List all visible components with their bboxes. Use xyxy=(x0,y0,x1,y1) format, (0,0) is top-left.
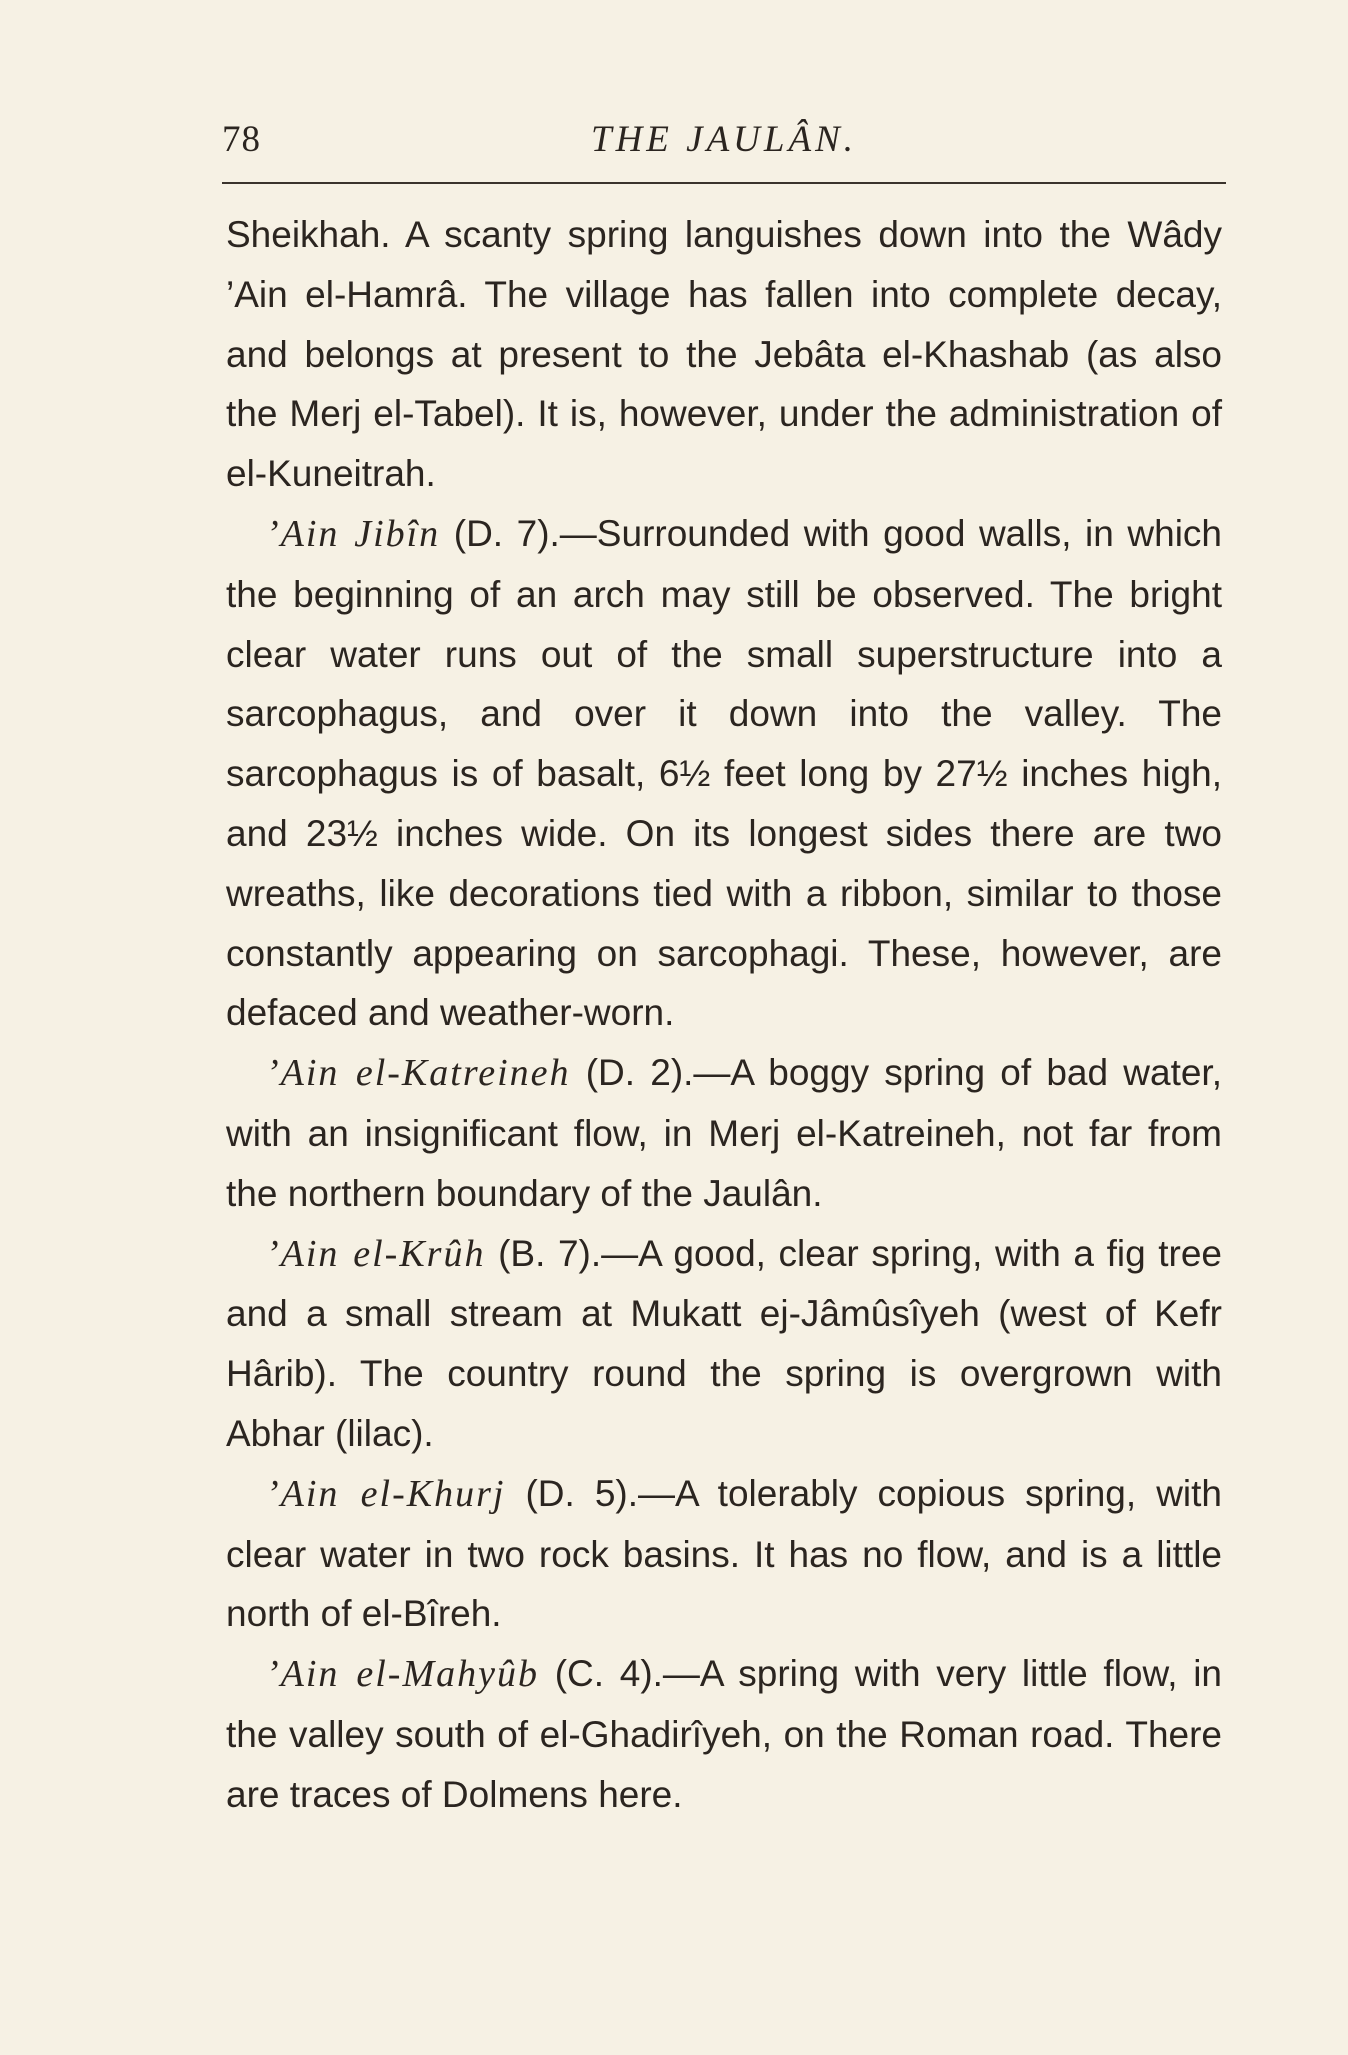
entry-text: (D. 5).—A tolerably copious spring, with clear water in two rock basins. It has no flow, and is a little north of el-Bîreh. xyxy=(226,1472,1222,1635)
running-head xyxy=(222,118,1226,168)
entry-ain-el-mahyub xyxy=(226,1644,1222,1824)
paragraph-text: Sheikhah. A scanty spring languishes down into the Wâdy ’Ain el-Hamrâ. The village has fallen into complete decay, and belongs at present to the Jebâta el-Khashab (as also the Merj el-Tabel). It is, however, under the administration of el-Kuneitrah. xyxy=(226,214,1222,495)
entry-ain-jibin xyxy=(226,504,1222,1043)
running-title: THE JAULÂN. xyxy=(591,119,857,160)
entry-ain-el-katreineh xyxy=(226,1043,1222,1223)
entry-text: (C. 4).—A spring with very little flow, in the valley south of el-Ghadirîyeh, on the Roman road. There are traces of Dolmens here. xyxy=(226,1653,1222,1815)
place-name: ’Ain el-Mahyûb xyxy=(266,1653,539,1696)
paragraph-continuation xyxy=(226,205,1222,504)
place-name: ’Ain el-Katreineh xyxy=(266,1052,571,1095)
body-text xyxy=(226,205,1222,1825)
entry-text: (B. 7).—A good, clear spring, with a fig tree and a small stream at Mukatt ej-Jâmûsîyeh (west of Kefr Hârib). The country round the spring is overgrown with Abhar (lilac). xyxy=(226,1232,1223,1454)
entry-text: (D. 7).—Surrounded with good walls, in which the beginning of an arch may still be observed. The bright clear water runs out of the small superstructure into a sarcophagus, and over it down into the valley. The sarcophagus is of basalt, 6½ feet long by 27½ inches high, and 23½ inches wide. On its longest sides there are two wreaths, like decorations tied with a ribbon, similar to those constantly appearing on sarcophagi. These, however, are defaced and weather-worn. xyxy=(226,512,1222,1034)
place-name: ’Ain Jibîn xyxy=(266,512,441,555)
entry-ain-el-khurj xyxy=(226,1464,1222,1644)
entry-text: (D. 2).—A boggy spring of bad water, with an insignificant flow, in Merj el-Katreineh, not far from the northern boundary of the Jaulân. xyxy=(226,1052,1222,1214)
page-number: 78 xyxy=(222,119,261,160)
place-name: ’Ain el-Krûh xyxy=(266,1232,486,1275)
header-rule xyxy=(222,182,1226,184)
place-name: ’Ain el-Khurj xyxy=(266,1472,506,1515)
entry-ain-el-kruh xyxy=(226,1224,1222,1464)
